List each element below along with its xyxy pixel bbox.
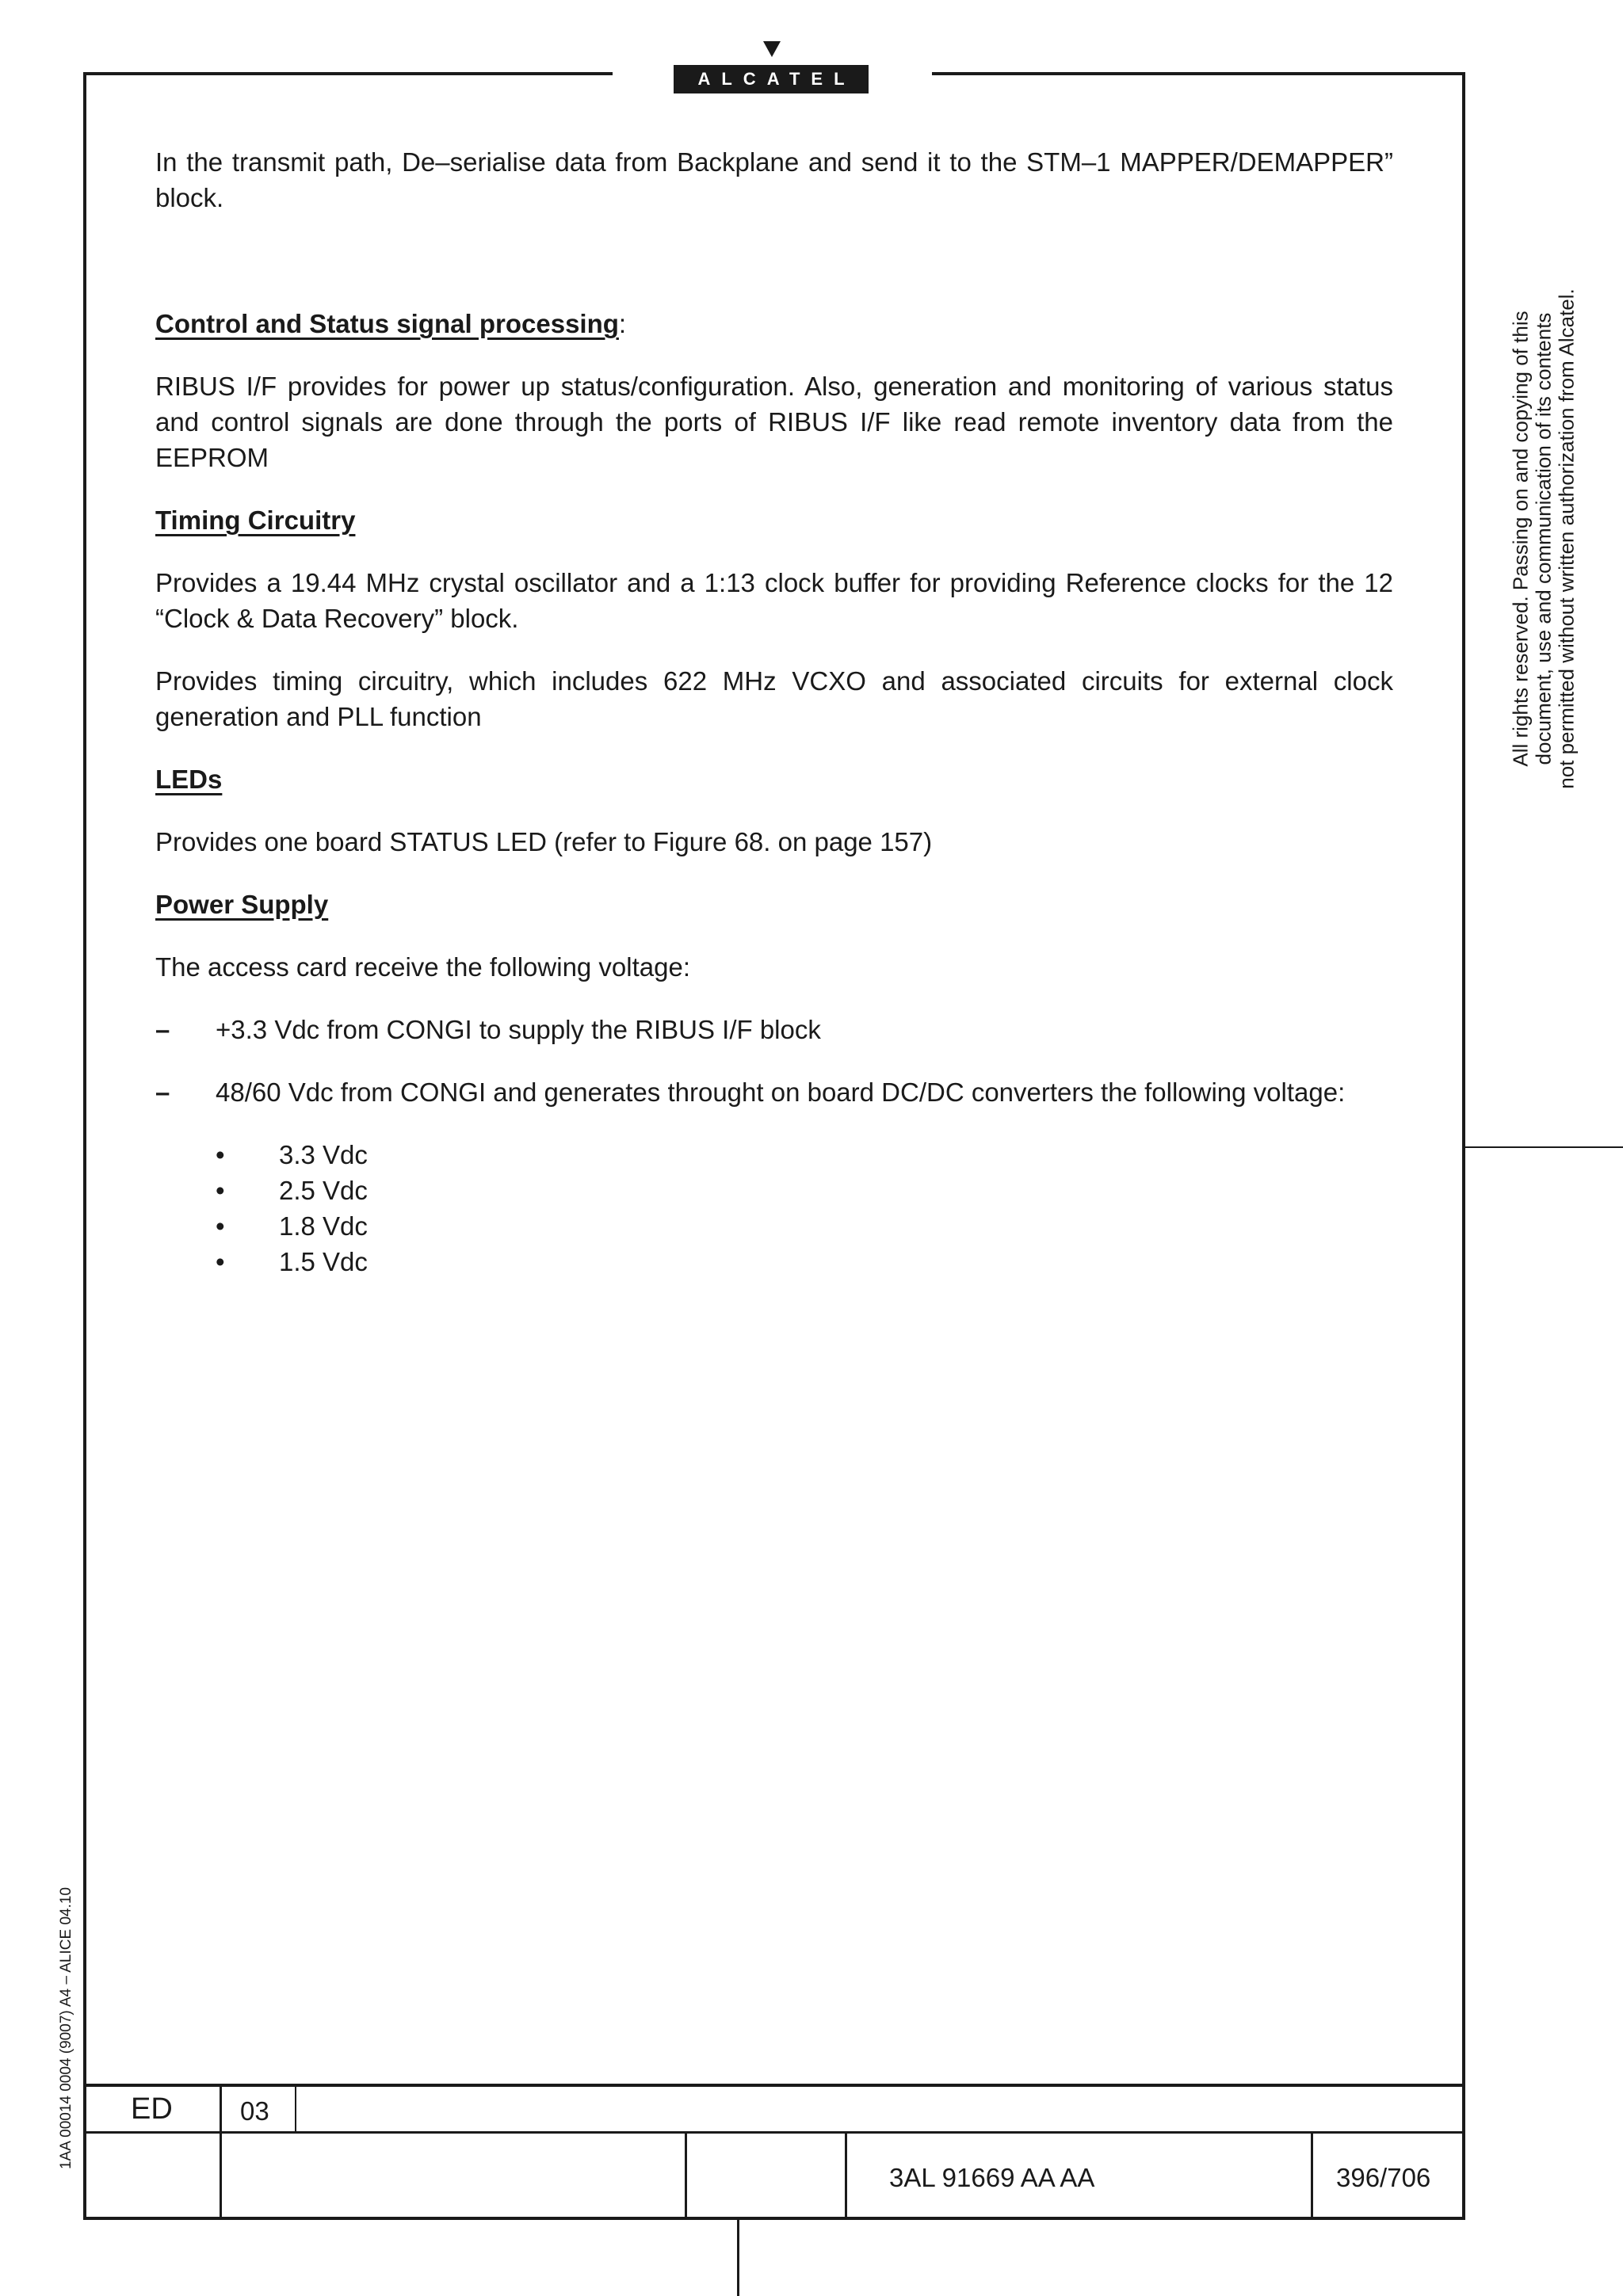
dash-mark: –	[155, 1015, 170, 1044]
copyright-note	[1510, 143, 1579, 935]
timing-paragraph-2: Provides timing circuitry, which includes 622 MHz VCXO and associated circuits for external clock generation and PLL function	[155, 666, 1393, 731]
footer-divider	[220, 2084, 222, 2218]
list-item	[155, 1208, 1393, 1244]
margin-fold-mark	[1465, 1146, 1623, 1148]
footer-divider	[845, 2131, 847, 2218]
page-number: 396/706	[1336, 2163, 1431, 2192]
footer-mid-rule	[83, 2131, 1465, 2134]
dash-mark: –	[155, 1077, 170, 1107]
form-code: 1AA 00014 0004 (9007) A4 – ALICE 04.10	[58, 1887, 74, 2170]
logo-text: ALCATEL	[697, 69, 856, 89]
timing-paragraph-1: Provides a 19.44 MHz crystal oscillator and a 1:13 clock buffer for providing Reference clocks for the 12 “Clock & Data Recovery” block.	[155, 568, 1393, 633]
copyright-line: not permitted without written authorization from Alcatel.	[1554, 288, 1579, 789]
bullet-icon: •	[216, 1211, 225, 1241]
leds-heading: LEDs	[155, 765, 223, 794]
bullet-icon: •	[216, 1140, 225, 1169]
power-heading: Power Supply	[155, 890, 329, 919]
copyright-line: document, use and communication of its contents	[1531, 312, 1556, 765]
voltage-value: 1.5 Vdc	[279, 1247, 368, 1276]
copyright-line: All rights reserved. Passing on and copying of this	[1508, 311, 1533, 767]
intro-paragraph: In the transmit path, De–serialise data from Backplane and send it to the STM–1 MAPPER/DEMAPPER” block.	[155, 147, 1393, 212]
list-item	[155, 1137, 1393, 1173]
control-paragraph: RIBUS I/F provides for power up status/configuration. Also, generation and monitoring of various status and control signals are done through the ports of RIBUS I/F like read remote inventory data from the EEPROM	[155, 372, 1393, 472]
control-heading-line	[155, 306, 1393, 341]
voltage-value: 1.8 Vdc	[279, 1211, 368, 1241]
edition-label: ED	[131, 2092, 173, 2126]
frame-top-left	[83, 72, 613, 75]
control-heading: Control and Status signal processing	[155, 309, 619, 338]
timing-heading: Timing Circuitry	[155, 505, 356, 535]
voltage-list	[155, 1137, 1393, 1280]
power-item	[155, 1074, 1393, 1110]
footer-stem	[737, 2220, 739, 2296]
power-paragraph: The access card receive the following voltage:	[155, 952, 691, 982]
leds-paragraph: Provides one board STATUS LED (refer to Figure 68. on page 157)	[155, 827, 933, 856]
voltage-value: 3.3 Vdc	[279, 1140, 368, 1169]
logo-marker-icon	[763, 41, 781, 57]
edition-value: 03	[240, 2096, 269, 2126]
alcatel-logo	[674, 65, 869, 93]
list-item	[155, 1173, 1393, 1208]
frame-top-right	[932, 72, 1465, 75]
frame-bottom	[83, 2217, 1465, 2220]
document-number: 3AL 91669 AA AA	[889, 2163, 1095, 2192]
document-body	[155, 144, 1393, 1280]
footer-divider	[1311, 2131, 1313, 2218]
footer-top-rule	[83, 2084, 1465, 2087]
voltage-value: 2.5 Vdc	[279, 1176, 368, 1205]
bullet-icon: •	[216, 1176, 225, 1205]
frame-left	[83, 72, 86, 2220]
power-item-text: +3.3 Vdc from CONGI to supply the RIBUS I/F block	[216, 1015, 821, 1044]
power-item	[155, 1012, 1393, 1047]
power-item-text: 48/60 Vdc from CONGI and generates throught on board DC/DC converters the following voltage:	[216, 1077, 1346, 1107]
control-heading-colon: :	[618, 309, 627, 338]
footer-divider	[685, 2131, 687, 2218]
bullet-icon: •	[216, 1247, 225, 1276]
footer-divider	[295, 2084, 296, 2133]
list-item	[155, 1244, 1393, 1280]
